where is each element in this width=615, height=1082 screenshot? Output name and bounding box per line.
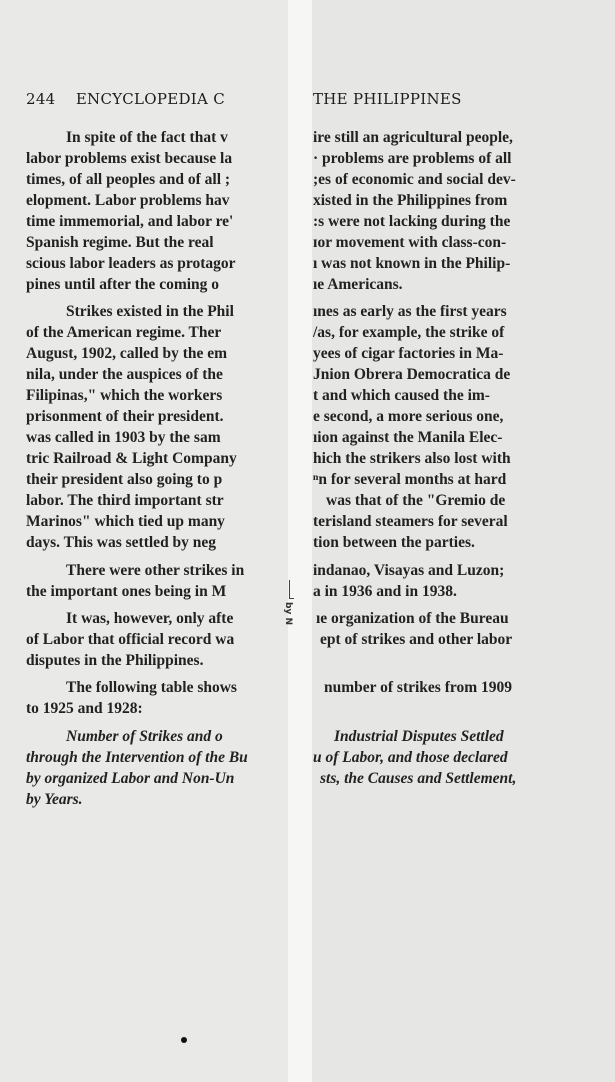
text-line: August, 1902, called by the em [26,346,228,362]
text-line: Filipinas," which the workers [26,388,223,404]
text-line: through the Intervention of the Bu [26,750,248,766]
running-header-left [26,90,225,108]
text-line: the important ones being in M [26,584,227,600]
text-line: days. This was settled by neg [26,535,217,551]
text-line: disputes in the Philippines. [26,653,204,669]
text-line: ıion against the Manila Elec- [313,429,503,446]
text-line: Strikes existed in the Phil [66,304,234,320]
gutter-scan-artifact [283,580,311,626]
text-line: by Years. [26,792,83,808]
text-line: There were other strikes in [66,563,245,579]
text-line: ınes as early as the first years [313,303,507,320]
text-line: ept of strikes and other labor [320,631,513,648]
text-line: Spanish regime. But the real [26,235,214,251]
text-line: tric Railroad & Light Company [26,451,237,467]
text-line: to 1925 and 1928: [26,701,143,717]
text-line: number of strikes from 1909 [324,679,512,696]
text-line: ;es of economic and social dev- [313,171,516,188]
page-gutter [288,0,312,1082]
text-line: ɪor movement with class-con- [313,234,507,251]
text-line: Number of Strikes and o [66,729,223,745]
gutter-artifact-text: by N [283,602,293,625]
text-line: by organized Labor and Non-Un [26,771,235,787]
text-line: xisted in the Philippines from [313,192,508,209]
header-title-left: ENCYCLOPEDIA C [75,90,226,108]
text-line: was called in 1903 by the sam [26,430,221,446]
text-line: yees of cigar factories in Ma- [313,345,504,362]
text-line: It was, however, only afte [66,611,234,627]
text-line: ⁿn for several months at hard [313,471,507,488]
text-line: times, of all peoples and of all ; [26,172,231,188]
text-line: e second, a more serious one, [313,408,504,425]
text-line: terisland steamers for several [313,513,508,530]
text-line: · problems are problems of all [313,150,512,167]
text-line: hich the strikers also lost with [313,450,511,467]
text-line: t and which caused the im- [313,387,490,404]
text-line: their president also going to p [26,472,223,488]
text-line: /as, for example, the strike of [313,324,505,341]
header-title-right: THE PHILIPPINES [313,90,462,108]
page-dot-mark [181,1037,187,1043]
text-line: Jnion Obrera Democratica de [313,366,511,383]
text-line: indanao, Visayas and Luzon; [313,562,505,579]
text-line: pines until after the coming o [26,277,220,293]
text-line: labor problems exist because la [26,151,233,167]
bracket-mark [289,580,294,599]
text-line: sts, the Causes and Settlement, [320,770,517,787]
text-line: u of Labor, and those declared [313,749,508,766]
text-line: :s were not lacking during the [313,213,511,230]
text-line: Industrial Disputes Settled [334,728,504,745]
text-line: ire still an agricultural people, [313,129,513,146]
text-line: time immemorial, and labor re' [26,214,234,230]
text-line: labor. The third important str [26,493,224,509]
text-line: was that of the "Gremio de [326,492,506,509]
page-number: 244 [26,90,56,108]
text-line: scious labor leaders as protagor [26,256,236,272]
text-line: The following table shows [66,680,237,696]
text-line: elopment. Labor problems hav [26,193,230,209]
text-line: of the American regime. Ther [26,325,222,341]
text-line: nila, under the auspices of the [26,367,223,383]
text-line: prisonment of their president. [26,409,224,425]
text-line: a in 1936 and in 1938. [313,583,457,600]
running-header-right [313,90,462,108]
text-line: of Labor that official record wa [26,632,235,648]
text-line: ıe Americans. [313,276,403,293]
text-line: In spite of the fact that v [66,130,228,146]
text-line: Marinos" which tied up many [26,514,225,530]
text-line: tion between the parties. [313,534,475,551]
text-line: ı was not known in the Philip- [313,255,511,272]
text-line: ıe organization of the Bureau [316,610,509,627]
